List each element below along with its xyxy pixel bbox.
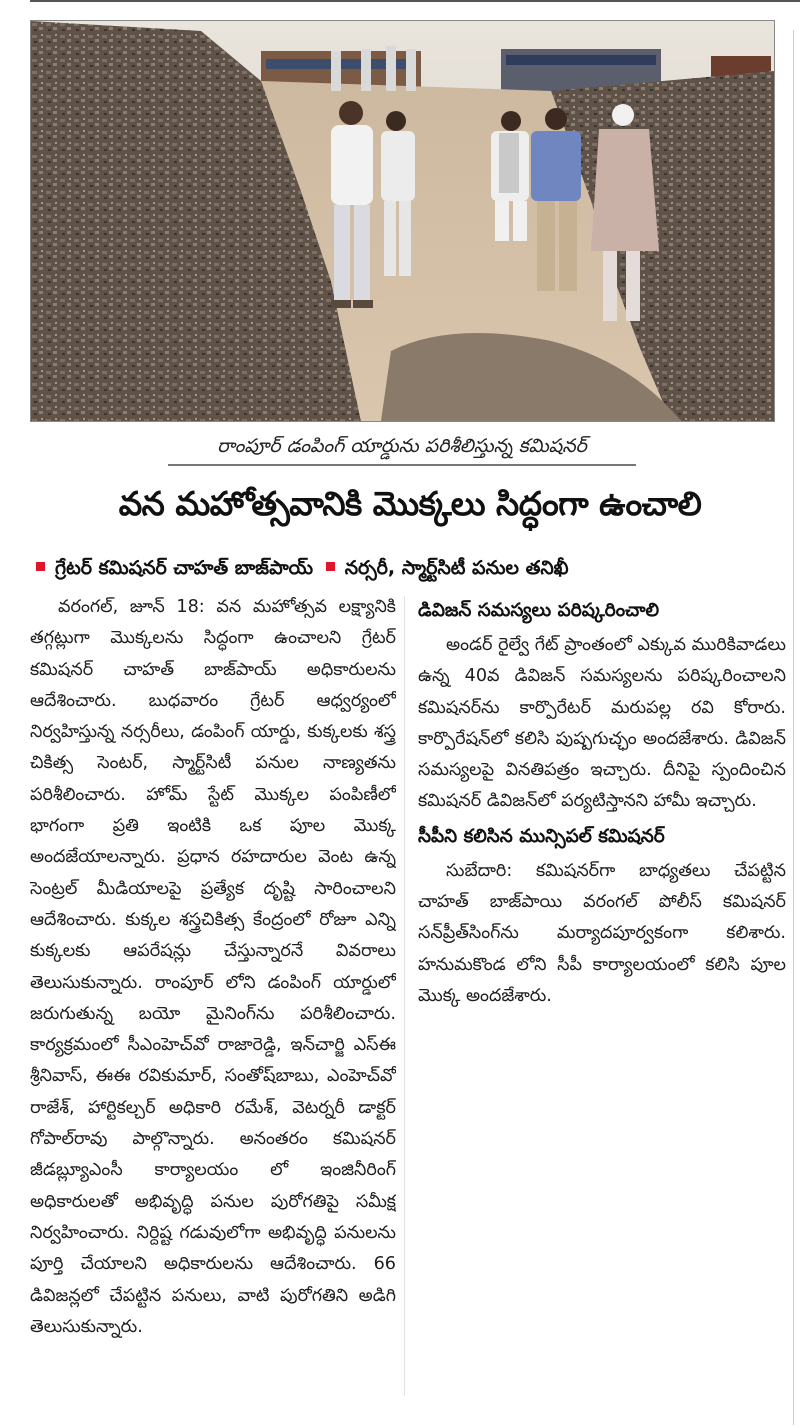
subline-2: నర్సరీ, స్మార్ట్‌సిటీ పనుల తనిఖీ	[344, 557, 569, 579]
article-column-right	[418, 592, 786, 1012]
photo-caption: రాంపూర్ డంపింగ్ యార్డును పరిశీలిస్తున్న కమిషనర్	[168, 428, 636, 466]
news-photo	[30, 20, 775, 422]
bullet-icon	[36, 562, 45, 571]
subhead-cp-meeting: సీపీని కలిసిన మున్సిపల్ కమిషనర్	[418, 825, 665, 847]
article-paragraph-3: సుబేదారి: కమిషనర్‌గా బాధ్యతలు చేపట్టిన చాహత్ బాజ్‌పాయి వరంగల్ పోలీస్ కమిషనర్ సన్‌ప్రీత్‌సింగ్‌ను మర్యాదపూర్వకంగా కలిశారు. హనుమకొండ లోని సీపీ కార్యాలయంలో కలిసి పూల మొక్క అందజేశారు.	[418, 860, 786, 1006]
subhead-division-issues: డివిజన్ సమస్యలు పరిష్కరించాలి	[418, 600, 660, 621]
article-paragraph-2: అండర్ రైల్వే గేట్ ప్రాంతంలో ఎక్కువ మురికివాడలు ఉన్న 40వ డివిజన్ సమస్యలను పరిష్కరించాలని కమిషనర్‌ను కార్పొరేటర్ మరుపల్ల రవి కోరారు. కార్పొరేషన్‌లో కలిసి పుష్పగుచ్ఛం అందజేశారు. డివిజన్ సమస్యలపై వినతిపత్రం ఇచ్చారు. దీనిపై స్పందించిన కమిషనర్ డివిజన్‌లో పర్యటిస్తానని హామీ ఇచ్చారు.	[418, 635, 786, 812]
photo-icon	[31, 21, 774, 421]
top-rule	[30, 0, 800, 2]
sub-headlines	[30, 548, 795, 588]
article-column-left	[30, 592, 396, 1398]
side-rule	[793, 30, 794, 1425]
column-divider	[404, 596, 405, 1396]
headline: వన మహోత్సవానికి మొక్కలు సిద్ధంగా ఉంచాలి	[118, 484, 702, 523]
bullet-icon	[326, 562, 335, 571]
article-paragraph-1: వరంగల్, జూన్ 18: వన మహోత్సవ లక్ష్యానికి తగ్గట్లుగా మొక్కలను సిద్ధంగా ఉంచాలని గ్రేటర్ కమిషనర్ చాహత్ బాజ్‌పాయ్ అధికారులను ఆదేశించారు. బుధవారం గ్రేటర్ ఆధ్వర్యంలో నిర్వహిస్తున్న నర్సరీలు, డంపింగ్ యార్డు, కుక్కలకు శస్త్ర చికిత్స సెంటర్, స్మార్ట్‌సిటీ పనుల నాణ్యతను పరిశీలించారు. హోమ్ స్టేట్ మొక్కల పంపిణీలో భాగంగా ప్రతి ఇంటికి ఒక పూల మొక్క అందజేయాలన్నారు. ప్రధాన రహదారుల వెంట ఉన్న సెంట్రల్ మీడియాలపై ప్రత్యేక దృష్టి సారించాలని ఆదేశించారు. కుక్కల శస్త్రచికిత్స కేంద్రంలో రోజూ ఎన్ని కుక్కలకు ఆపరేషన్లు చేస్తున్నారనే వివరాలు తెలుసుకున్నారు. రాంపూర్ లోని డంపింగ్ యార్డులో జరుగుతున్న బయో మైనింగ్‌ను పరిశీలించారు. కార్యక్రమంలో సీఎంహెచ్‌వో రాజారెడ్డి, ఇన్‌చార్జి ఎస్ఈ శ్రీనివాస్, ఈఈ రవికుమార్, సంతోష్‌బాబు, ఎంహెచ్‌వో రాజేశ్, హార్టికల్చర్ అధికారి రమేశ్, వెటర్నరీ డాక్టర్ గోపాల్‌రావు పాల్గొన్నారు. అనంతరం కమిషనర్ జీడబ్ల్యూఎంసీ కార్యాలయం లో ఇంజినీరింగ్ అధికారులతో అభివృద్ధి పనుల పురోగతిపై సమీక్ష నిర్వహించారు. నిర్దిష్ట గడువులోగా అభివృద్ధి పనులను పూర్తి చేయాలని అధికారులను ఆదేశించారు. 66 డివిజన్లలో చేపట్టిన పనులు, వాటి పురోగతిని అడిగి తెలుసుకున్నారు.	[30, 597, 396, 1337]
subline-1: గ్రేటర్ కమిషనర్ చాహత్ బాజ్‌పాయ్	[55, 557, 314, 579]
